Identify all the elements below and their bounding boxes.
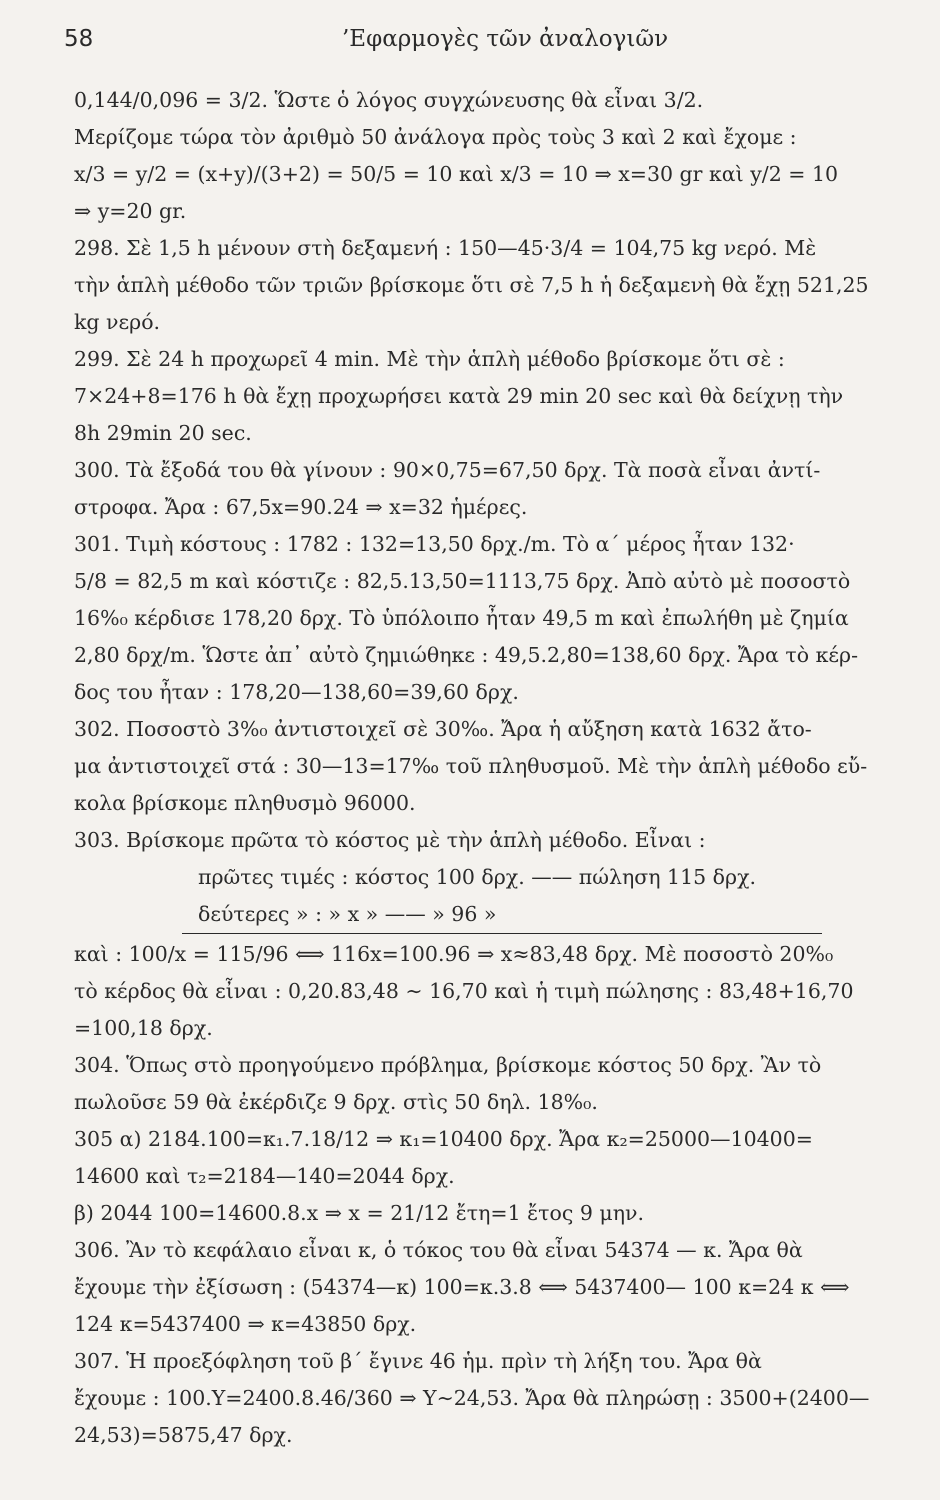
text-line: 5/8 = 82,5 m καὶ κόστιζε : 82,5.13,50=1113,75 δρχ. Ἀπὸ αὐτὸ μὲ ποσοστὸ <box>74 569 851 593</box>
text-line: x/3 = y/2 = (x+y)/(3+2) = 50/5 = 10 καὶ x/3 = 10 ⇒ x=30 gr καὶ y/2 = 10 <box>74 162 839 186</box>
text-line: 2,80 δρχ/m. Ὥστε ἀπ᾽ αὐτὸ ζημιώθηκε : 49,5.2,80=138,60 δρχ. Ἄρα τὸ κέρ- <box>74 643 859 667</box>
page-number: 58 <box>64 26 94 52</box>
table-row: δεύτερες » : » x » —— » 96 » <box>198 902 497 926</box>
text-line: =100,18 δρχ. <box>74 1016 213 1040</box>
text-line: τὴν ἁπλὴ μέθοδο τῶν τριῶν βρίσκομε ὅτι σὲ 7,5 h ἡ δεξαμενὴ θὰ ἔχῃ 521,25 <box>74 273 869 297</box>
page-body <box>74 82 912 1454</box>
text-line: 304. Ὅπως στὸ προηγούμενο πρόβλημα, βρίσκομε κόστος 50 δρχ. Ἂν τὸ <box>74 1053 822 1077</box>
text-line: 302. Ποσοστὸ 3%₀ ἀντιστοιχεῖ σὲ 30‰. Ἄρα ἡ αὔξηση κατὰ 1632 ἄτο- <box>74 717 812 741</box>
text-line: 124 κ=5437400 ⇒ κ=43850 δρχ. <box>74 1312 417 1336</box>
text-line: ἔχουμε τὴν ἐξίσωση : (54374—κ) 100=κ.3.8 ⟺ 5437400— 100 κ=24 κ ⟺ <box>74 1275 850 1299</box>
text-line: στροφα. Ἄρα : 67,5x=90.24 ⇒ x=32 ἡμέρες. <box>74 495 528 519</box>
text-line: δος του ἦταν : 178,20—138,60=39,60 δρχ. <box>74 680 519 704</box>
text-line: 8h 29min 20 sec. <box>74 421 252 445</box>
text-line: πωλοῦσε 59 θὰ ἐκέρδιζε 9 δρχ. στὶς 50 δηλ. 18%₀. <box>74 1090 598 1114</box>
text-line: 303. Βρίσκομε πρῶτα τὸ κόστος μὲ τὴν ἁπλὴ μέθοδο. Εἶναι : <box>74 828 706 852</box>
text-line: ⇒ y=20 gr. <box>74 199 187 223</box>
page-header <box>64 26 880 66</box>
text-line: 24,53)=5875,47 δρχ. <box>74 1423 293 1447</box>
text-line: μα ἀντιστοιχεῖ στά : 30—13=17‰ τοῦ πληθυσμοῦ. Μὲ τὴν ἁπλὴ μέθοδο εὔ- <box>74 754 868 778</box>
text-line: 298. Σὲ 1,5 h μένουν στὴ δεξαμενή : 150—45·3/4 = 104,75 kg νερό. Μὲ <box>74 236 817 260</box>
text-line: καὶ : 100/x = 115/96 ⟺ 116x=100.96 ⇒ x≈83,48 δρχ. Μὲ ποσοστὸ 20%₀ <box>74 942 834 966</box>
text-line: 16%₀ κέρδισε 178,20 δρχ. Τὸ ὑπόλοιπο ἦταν 49,5 m καὶ ἐπωλήθη μὲ ζημία <box>74 606 849 630</box>
text-line: τὸ κέρδος θὰ εἶναι : 0,20.83,48 ∼ 16,70 καὶ ἡ τιμὴ πώλησης : 83,48+16,70 <box>74 979 854 1003</box>
text-line: Μερίζομε τώρα τὸν ἀριθμὸ 50 ἀνάλογα πρὸς τοὺς 3 καὶ 2 καὶ ἔχομε : <box>74 125 797 149</box>
text-line: kg νερό. <box>74 310 161 334</box>
text-line: 301. Τιμὴ κόστους : 1782 : 132=13,50 δρχ./m. Τὸ α´ μέρος ἦταν 132· <box>74 532 795 556</box>
text-line: 305 α) 2184.100=κ₁.7.18/12 ⇒ κ₁=10400 δρχ. Ἄρα κ₂=25000—10400= <box>74 1127 813 1151</box>
text-line: β) 2044 100=14600.8.x ⇒ x = 21/12 ἔτη=1 ἔτος 9 μην. <box>74 1201 644 1225</box>
text-line: 0,144/0,096 = 3/2. Ὥστε ὁ λόγος συγχώνευσης θὰ εἶναι 3/2. <box>74 88 704 112</box>
text-line: 14600 καὶ τ₂=2184—140=2044 δρχ. <box>74 1164 455 1188</box>
text-line: 300. Τὰ ἔξοδά του θὰ γίνουν : 90×0,75=67,50 δρχ. Τὰ ποσὰ εἶναι ἀντί- <box>74 458 821 482</box>
running-title: ’Εφαρμογὲς τῶν ἀναλογιῶν <box>342 26 669 52</box>
text-line: κολα βρίσκομε πληθυσμὸ 96000. <box>74 791 416 815</box>
text-line: 307. Ἡ προεξόφληση τοῦ β´ ἔγινε 46 ἡμ. πρὶν τὴ λήξη του. Ἄρα θὰ <box>74 1349 762 1373</box>
text-line: 7×24+8=176 h θὰ ἔχῃ προχωρήσει κατὰ 29 min 20 sec καὶ θὰ δείχνῃ τὴν <box>74 384 844 408</box>
text-line: 299. Σὲ 24 h προχωρεῖ 4 min. Μὲ τὴν ἁπλὴ μέθοδο βρίσκομε ὅτι σὲ : <box>74 347 785 371</box>
table-row: πρῶτες τιμές : κόστος 100 δρχ. —— πώληση 115 δρχ. <box>198 865 757 889</box>
text-line: 306. Ἂν τὸ κεφάλαιο εἶναι κ, ὁ τόκος του θὰ εἶναι 54374 — κ. Ἄρα θὰ <box>74 1238 803 1262</box>
text-line: ἔχουμε : 100.Y=2400.8.46/360 ⇒ Y∼24,53. Ἄρα θὰ πληρώσῃ : 3500+(2400— <box>74 1386 870 1410</box>
